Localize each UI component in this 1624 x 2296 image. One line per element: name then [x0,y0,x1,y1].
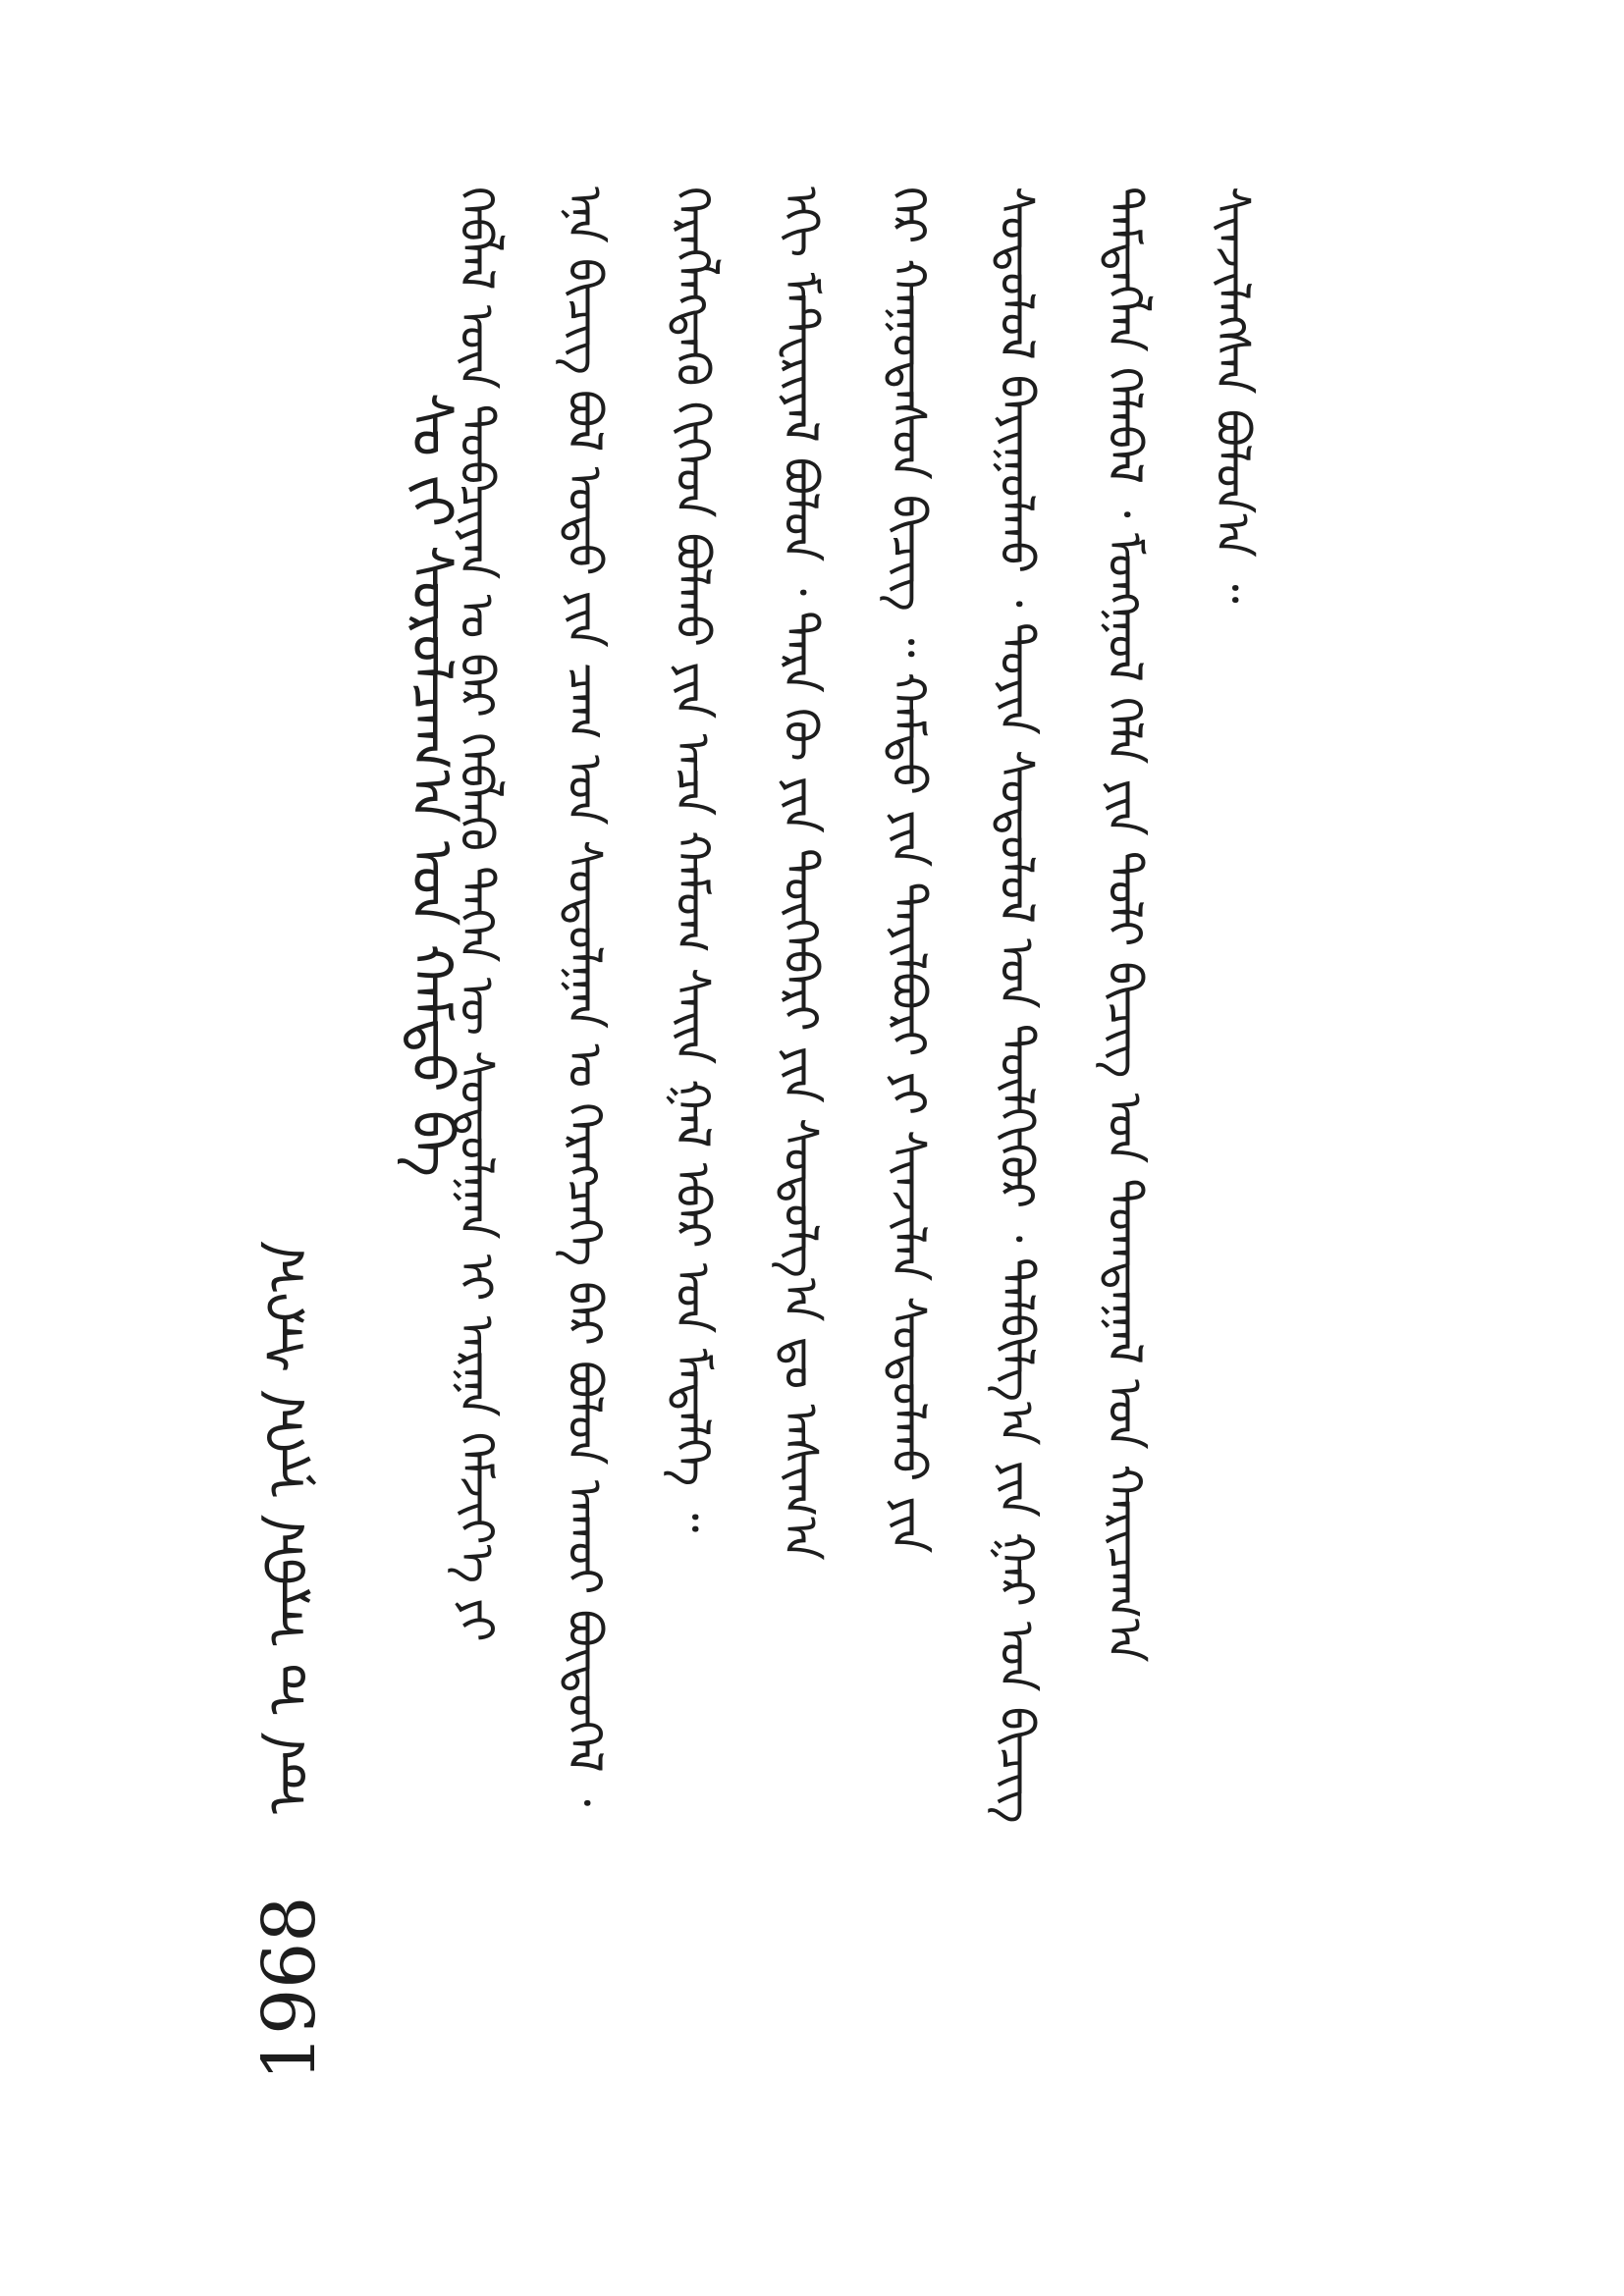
date-rest: ᠣᠨ ᠤ ᠠᠷᠪᠠᠨ ᠨᠢᠭᠡᠨ ᠰᠠᠷ᠎ᠠ [257,1241,321,1815]
text-column-5: ᠡᠬᠢ ᠮᠠᠲ᠋ᠧᠷᠢᠶᠠᠯ ᠪᠣᠯᠤᠨ ᠂ ᠲᠡᠷᠡ ᠬᠦ ᠶᠢᠨ ᠲᠦᠬᠡᠪᠡᠷᠢ ᠶᠢᠨ ᠰᠤᠳᠤᠯᠭ᠎ᠠ ᠳᠤ ᠠᠰᠢᠭ᠎ᠠ [773,187,828,1561]
text-column-tail: ᠰᠤ ᠶ᠋ᠢ ᠰᠤᠷᠤᠯᠴᠠᠭ᠎ᠠ ᠤᠨ ᠬᠠᠮᠲᠤ ᠪᠠ [399,393,465,1177]
text-column-3: ᠰᠣᠳᠤᠯᠤᠯ ᠪᠠᠶᠢᠭᠤᠯᠬᠤ ᠂ ᠲᠣᠶᠢᠨ ᠰᠣᠳᠤᠯᠤᠯ ᠤᠨ ᠲᠦᠯᠬᠢᠭᠦᠷ ᠂ ᠲᠠᠯᠪᠢᠯᠭ᠎ᠠ ᠶᠢᠨ ᠭᠠᠷ ᠤᠨ ᠪᠢᠴᠢᠭ [989,187,1044,1824]
text-column-7: ᠡᠨᠡ ᠪᠢᠴᠢᠭ ᠪᠣᠯ ᠣᠳᠣ ᠶᠢᠨ ᠴᠠᠭ ᠤᠨ ᠰᠤᠳᠤᠯᠭᠠᠨ ᠤ ᠬᠡᠷᠡᠭᠴᠡᠭᠡ ᠪᠡᠷ ᠪᠣᠯᠤᠨ ᠠᠬᠤᠢ ᠪᠦᠲᠦᠭᠡᠯ ᠂ [557,187,612,1807]
text-column-2: ᠲᠡᠮᠳᠡᠭᠯᠡᠨ ᠬᠡᠯᠡᠪᠡᠯ ᠂ ᠮᠣᠩᠭᠣᠯ ᠬᠡᠯᠡ ᠶᠢᠨ ᠲᠣᠯᠢ ᠪᠢᠴᠢᠭ ᠤᠨ ᠲᠣᠭᠲᠠᠭᠠᠯ ᠤᠨ ᠬᠠᠷᠢᠴᠠᠭ᠎ᠠ [1097,187,1152,1663]
text-column-8: ᠬᠡᠪᠯᠡᠯ ᠦᠨ ᠲᠣᠪᠴᠢᠶᠠᠨ ᠤ ᠪᠠᠷ ᠬᠡᠪᠯᠡᠬᠦ ᠲᠡᠭᠡᠨ ᠦ ᠰᠤᠳᠤᠯᠭᠠᠨ ᠢ ᠠᠷᠭᠠ ᠬᠡᠮᠵᠢᠶ᠎ᠡ ᠶᠢ [449,187,504,1642]
text-column-4: ᠭᠡᠷ ᠬᠠᠭᠤᠳᠠᠰᠤᠨ ᠪᠢᠴᠢᠭ ᠃ ᠬᠠᠮᠲᠤ ᠶᠢᠨ ᠲᠠᠶᠢᠯᠪᠤᠷᠢ ᠶᠢ ᠰᠢᠨᠵᠢᠯᠡᠨ ᠰᠤᠳᠤᠯᠬᠤ ᠶᠢᠨ [881,187,936,1554]
date-year: 1968 [247,1896,332,2081]
text-column-6: ᠬᠡᠷᠡᠭᠯᠡᠭᠳᠡᠬᠦ ᠬᠢᠭᠡᠳ ᠪᠣᠯᠬᠤ ᠶᠢᠨ ᠠᠴᠠ ᠬᠠᠮᠤᠭ ᠰᠠᠢᠨ ᠭᠠᠯ ᠡᠪᠡᠷ ᠤᠨ ᠮᠡᠳᠡᠯᠭᠡ ᠃ [665,187,720,1533]
date-line [245,393,334,2081]
text-column-1: ᠰᠢᠨᠵᠢᠯᠡᠭᠰᠡᠨ ᠪᠤᠯᠤᠨ᠎ᠠ ᠃ [1205,187,1260,604]
